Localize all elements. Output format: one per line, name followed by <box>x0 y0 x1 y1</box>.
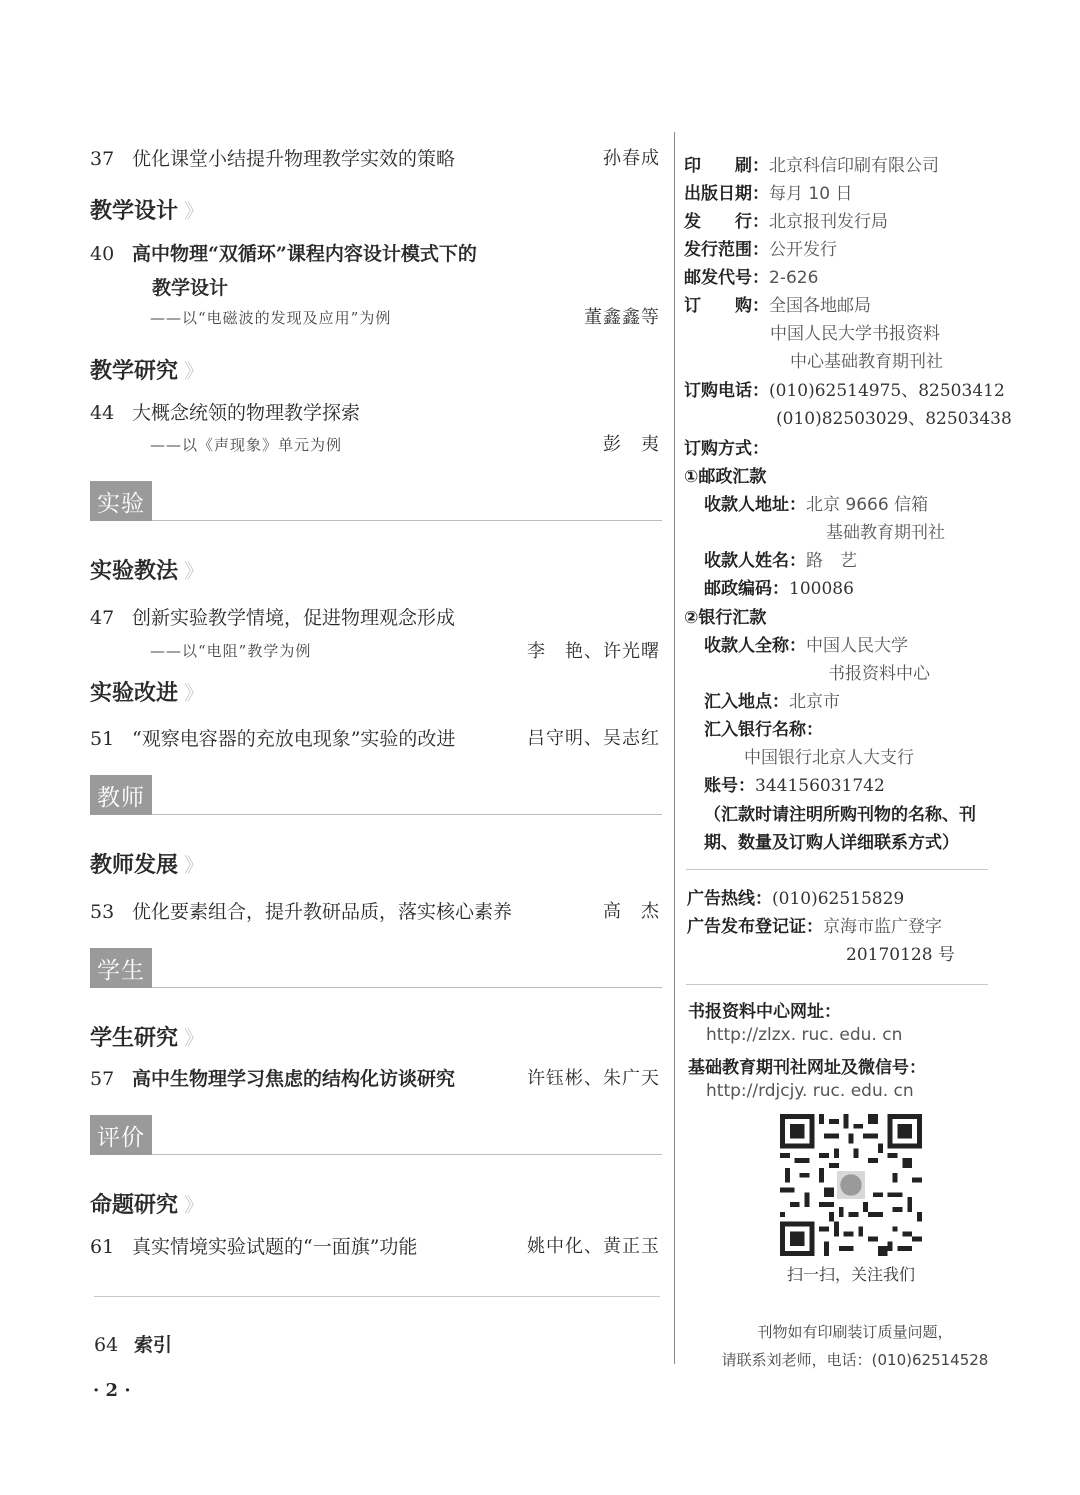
info-payee-address: 收款人地址：北京 9666 信箱 <box>704 495 929 515</box>
toc-title: 创新实验教学情境，促进物理观念形成 <box>132 607 456 629</box>
chevron-right-icon: 》 <box>184 199 205 223</box>
info-payee-name: 收款人姓名：路 艺 <box>704 551 857 571</box>
toc-title: 优化课堂小结提升物理教学实效的策略 <box>132 148 456 170</box>
info-ad-hotline: 广告热线：(010)62515829 <box>687 889 905 909</box>
toc-title: 高中生物理学习焦虑的结构化访谈研究 <box>132 1068 456 1090</box>
subsection-teacher-development: 教师发展 》 <box>90 852 205 878</box>
subsection-experiment-teaching: 实验教法 》 <box>90 558 205 584</box>
toc-page-number: 61 <box>90 1236 115 1258</box>
info-order-line3: 中心基础教育期刊社 <box>790 352 943 372</box>
toc-entry-57[interactable] <box>90 1064 660 1092</box>
section-label: 实验 <box>90 481 152 521</box>
toc-page-number: 40 <box>90 243 115 265</box>
column-divider <box>674 132 675 1364</box>
toc-title: 高中物理“双循环”课程内容设计模式下的 <box>132 243 477 265</box>
info-order-method: 订购方式： <box>684 439 769 459</box>
section-header-student <box>90 948 662 988</box>
info-ad-registration-line2: 20170128 号 <box>846 945 955 965</box>
toc-author: 董鑫鑫等 <box>584 307 660 328</box>
info-bank-place: 汇入地点：北京市 <box>704 692 840 712</box>
info-bank-name: 中国银行北京人大支行 <box>744 748 914 768</box>
toc-entry-40[interactable] <box>90 239 660 329</box>
subsection-experiment-improvement: 实验改进 》 <box>90 680 205 706</box>
toc-entry-47[interactable] <box>90 603 660 663</box>
toc-entry-61[interactable] <box>90 1232 660 1260</box>
toc-page-number: 51 <box>90 728 115 750</box>
qr-caption: 扫一扫，关注我们 <box>786 1265 915 1284</box>
chevron-right-icon: 》 <box>184 853 205 877</box>
toc-page-number: 53 <box>90 901 115 923</box>
divider <box>152 987 662 988</box>
info-pubdate: 出版日期：每月 10 日 <box>684 184 853 204</box>
chevron-right-icon: 》 <box>184 681 205 705</box>
toc-title: 大概念统领的物理教学探索 <box>132 402 361 424</box>
divider <box>152 814 662 815</box>
subsection-student-research: 学生研究 》 <box>90 1025 205 1051</box>
website-link[interactable]: http://zlzx. ruc. edu. cn <box>706 1025 903 1045</box>
toc-entry-64-index[interactable] <box>94 1330 172 1357</box>
toc-subtitle: ——以《声现象》单元为例 <box>150 436 343 454</box>
divider <box>94 1296 660 1297</box>
toc-page-number: 57 <box>90 1068 115 1090</box>
info-website-label: 书报资料中心网址： <box>688 1002 841 1022</box>
section-header-experiment <box>90 481 662 521</box>
section-label: 教师 <box>90 775 152 815</box>
toc-page-number: 47 <box>90 607 115 629</box>
toc-entry-37[interactable] <box>90 144 660 172</box>
info-bank-heading: ②银行汇款 <box>684 608 767 628</box>
info-postal-code: 邮发代号：2-626 <box>684 268 819 288</box>
toc-title: 真实情境实验试题的“一面旗”功能 <box>132 1236 418 1258</box>
info-bank-name-label: 汇入银行名称： <box>704 720 823 740</box>
info-bank-account: 账号：344156031742 <box>704 776 885 796</box>
chevron-right-icon: 》 <box>184 1026 205 1050</box>
divider <box>686 984 988 985</box>
qr-code[interactable] <box>780 1114 922 1256</box>
toc-author: 许钰彬、朱广天 <box>527 1068 660 1089</box>
info-bank-note-line2: 期、数量及订购人详细联系方式） <box>704 833 959 853</box>
info-order: 订 购：全国各地邮局 <box>684 296 871 316</box>
page-number: · 2 · <box>93 1380 131 1401</box>
toc-title-continued: 教学设计 <box>152 277 229 299</box>
toc-author: 孙春成 <box>603 148 660 169</box>
info-distributor: 发 行：北京报刊发行局 <box>684 212 888 232</box>
toc-subtitle: ——以“电磁波的发现及应用”为例 <box>150 309 392 327</box>
toc-author: 彭 夷 <box>603 434 660 455</box>
toc-title: 优化要素组合，提升教研品质，落实核心素养 <box>132 901 513 923</box>
info-bank-payee: 收款人全称：中国人民大学 <box>704 636 908 656</box>
toc-entry-51[interactable] <box>90 724 660 752</box>
toc-title: “观察电容器的充放电现象”实验的改进 <box>132 728 456 750</box>
chevron-right-icon: 》 <box>184 1193 205 1217</box>
toc-page-number: 64 <box>94 1334 119 1356</box>
section-header-evaluation <box>90 1115 662 1155</box>
toc-author: 高 杰 <box>603 901 660 922</box>
toc-title: 索引 <box>134 1334 173 1356</box>
toc-subtitle: ——以“电阻”教学为例 <box>150 642 312 660</box>
website-link[interactable]: http://rdjcjy. ruc. edu. cn <box>706 1081 914 1101</box>
subsection-teaching-design: 教学设计 》 <box>90 198 205 224</box>
info-wechat-label: 基础教育期刊社网址及微信号： <box>688 1058 926 1078</box>
toc-author: 姚中化、黄正玉 <box>527 1236 660 1257</box>
divider <box>686 869 988 870</box>
info-order-phone: 订购电话：(010)62514975、82503412 <box>684 381 1005 401</box>
section-label: 评价 <box>90 1115 152 1155</box>
info-scope: 发行范围：公开发行 <box>684 240 837 260</box>
toc-author: 吕守明、吴志红 <box>527 728 660 749</box>
info-bank-note: （汇款时请注明所购刊物的名称、刊 <box>704 805 976 825</box>
info-ad-registration: 广告发布登记证：京海市监广登字 <box>687 917 942 937</box>
subsection-teaching-research: 教学研究 》 <box>90 358 205 384</box>
toc-entry-44[interactable] <box>90 398 660 458</box>
divider <box>152 520 662 521</box>
toc-page-number: 44 <box>90 402 115 424</box>
section-header-teacher <box>90 775 662 815</box>
info-bank-payee-line2: 书报资料中心 <box>828 664 930 684</box>
info-order-line2: 中国人民大学书报资料 <box>770 324 940 344</box>
toc-entry-53[interactable] <box>90 897 660 925</box>
chevron-right-icon: 》 <box>184 359 205 383</box>
toc-author: 李 艳、许光曙 <box>527 641 660 662</box>
info-postal-zip: 邮政编码：100086 <box>704 579 854 599</box>
chevron-right-icon: 》 <box>184 559 205 583</box>
info-order-phone-line2: (010)82503029、82503438 <box>776 409 1012 429</box>
info-postal-heading: ①邮政汇款 <box>684 467 767 487</box>
divider <box>152 1154 662 1155</box>
quality-notice: 刊物如有印刷装订质量问题， 请联系刘老师，电话：(010)62514528 <box>721 1323 989 1369</box>
subsection-test-research: 命题研究 》 <box>90 1192 205 1218</box>
section-label: 学生 <box>90 948 152 988</box>
info-printer: 印 刷：北京科信印刷有限公司 <box>684 156 939 176</box>
info-payee-address-line2: 基础教育期刊社 <box>826 523 945 543</box>
toc-page-number: 37 <box>90 148 115 170</box>
